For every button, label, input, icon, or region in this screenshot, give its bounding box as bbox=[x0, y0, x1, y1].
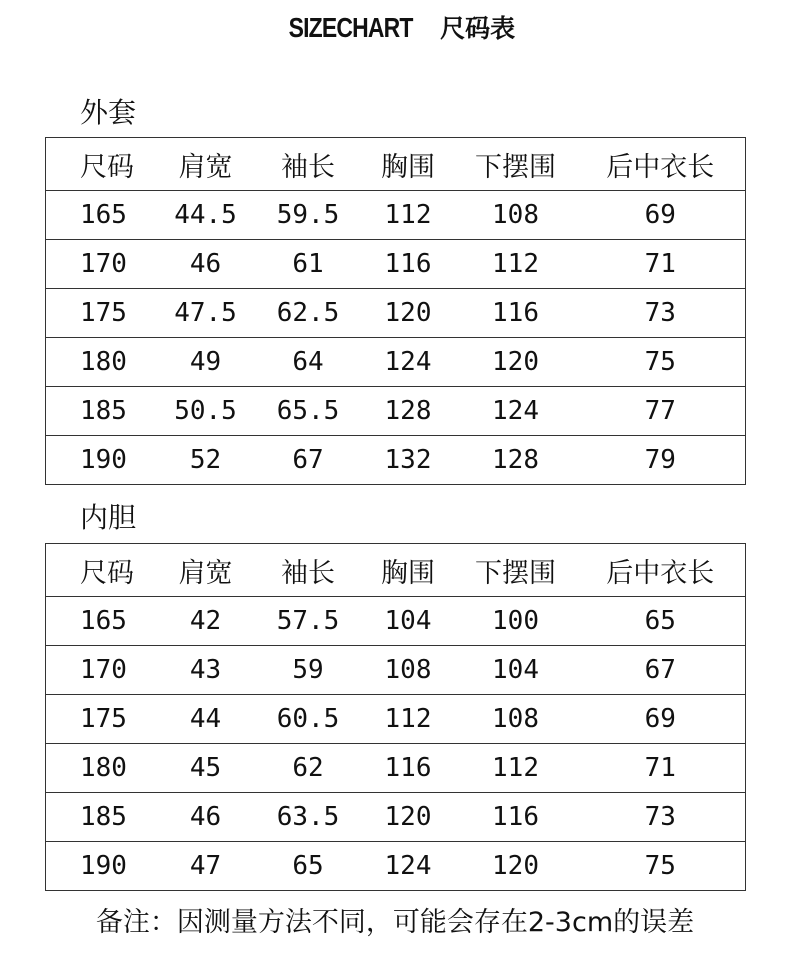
table-cell: 108 bbox=[456, 695, 576, 744]
table-row bbox=[46, 191, 746, 240]
table-cell: 185 bbox=[46, 387, 156, 436]
table-cell: 120 bbox=[492, 851, 539, 881]
table-row bbox=[46, 338, 746, 387]
table-cell: 108 bbox=[456, 191, 576, 240]
table-cell: 170 bbox=[46, 646, 156, 695]
table-cell: 165 bbox=[46, 191, 156, 240]
table-cell: 120 bbox=[361, 793, 456, 842]
table-cell: 104 bbox=[361, 597, 456, 646]
table-cell: 124 bbox=[361, 338, 456, 387]
table-cell: 128 bbox=[361, 387, 456, 436]
table-cell: 62.5 bbox=[256, 289, 361, 338]
table-cell: 42 bbox=[156, 597, 256, 646]
table-cell: 73 bbox=[576, 289, 746, 338]
table-row bbox=[46, 289, 746, 338]
table-cell: 47 bbox=[189, 851, 222, 881]
inner-section-title: 内胆 bbox=[80, 501, 137, 534]
column-header: 下摆围 bbox=[456, 138, 576, 191]
table-cell: 65 bbox=[292, 851, 324, 881]
column-header: 胸围 bbox=[361, 544, 456, 597]
table-header-row bbox=[46, 138, 746, 191]
table-cell: 170 bbox=[46, 240, 156, 289]
table-row bbox=[46, 597, 746, 646]
table-cell: 60.5 bbox=[256, 695, 361, 744]
inner-size-table bbox=[45, 543, 746, 891]
table-cell: 71 bbox=[576, 240, 746, 289]
measurement-note: 备注：因测量方法不同，可能会存在2-3cm的误差 bbox=[95, 907, 695, 938]
table-cell: 67 bbox=[292, 445, 324, 475]
table-cell: 128 bbox=[492, 445, 539, 475]
table-cell: 124 bbox=[456, 387, 576, 436]
table-row bbox=[46, 387, 746, 436]
table-cell: 47.5 bbox=[156, 289, 256, 338]
column-header: 后中衣长 bbox=[576, 544, 746, 597]
column-header: 袖长 bbox=[256, 138, 361, 191]
table-cell: 190 bbox=[80, 445, 127, 475]
table-cell: 46 bbox=[156, 240, 256, 289]
table-cell: 69 bbox=[576, 695, 746, 744]
table-row bbox=[46, 793, 746, 842]
column-header: 尺码 bbox=[46, 138, 156, 191]
table-cell: 43 bbox=[156, 646, 256, 695]
outer-section-title: 外套 bbox=[80, 96, 137, 129]
table-cell: 67 bbox=[576, 646, 746, 695]
table-row bbox=[46, 744, 746, 793]
table-cell: 116 bbox=[361, 240, 456, 289]
table-cell: 77 bbox=[576, 387, 746, 436]
table-cell: 44.5 bbox=[156, 191, 256, 240]
table-cell: 45 bbox=[156, 744, 256, 793]
table-cell: 112 bbox=[361, 191, 456, 240]
column-header: 肩宽 bbox=[156, 138, 256, 191]
table-cell: 50.5 bbox=[156, 387, 256, 436]
table-row bbox=[46, 646, 746, 695]
table-cell: 175 bbox=[46, 289, 156, 338]
table-cell: 185 bbox=[46, 793, 156, 842]
table-cell: 63.5 bbox=[256, 793, 361, 842]
table-cell: 46 bbox=[156, 793, 256, 842]
table-cell: 49 bbox=[156, 338, 256, 387]
table-cell: 73 bbox=[576, 793, 746, 842]
table-cell: 112 bbox=[456, 240, 576, 289]
table-cell: 61 bbox=[256, 240, 361, 289]
table-cell: 116 bbox=[456, 793, 576, 842]
column-header: 尺码 bbox=[46, 544, 156, 597]
table-cell: 71 bbox=[576, 744, 746, 793]
table-cell: 180 bbox=[46, 338, 156, 387]
table-cell: 65 bbox=[576, 597, 746, 646]
table-cell: 165 bbox=[46, 597, 156, 646]
table-cell: 124 bbox=[384, 851, 432, 881]
table-cell: 180 bbox=[46, 744, 156, 793]
table-cell: 175 bbox=[46, 695, 156, 744]
column-header: 胸围 bbox=[361, 138, 456, 191]
table-cell: 75 bbox=[644, 851, 676, 881]
table-row bbox=[46, 436, 746, 485]
table-cell: 120 bbox=[361, 289, 456, 338]
table-cell: 59 bbox=[256, 646, 361, 695]
table-cell: 57.5 bbox=[256, 597, 361, 646]
table-cell: 100 bbox=[456, 597, 576, 646]
table-cell: 44 bbox=[156, 695, 256, 744]
title-en: SIZECHART bbox=[288, 12, 413, 43]
column-header: 肩宽 bbox=[156, 544, 256, 597]
title-cn: 尺码表 bbox=[440, 14, 516, 43]
table-cell: 190 bbox=[80, 851, 127, 881]
table-cell: 64 bbox=[256, 338, 361, 387]
table-cell: 132 bbox=[384, 445, 432, 475]
table-cell: 62 bbox=[256, 744, 361, 793]
column-header: 后中衣长 bbox=[576, 138, 746, 191]
table-row bbox=[46, 240, 746, 289]
table-cell: 104 bbox=[456, 646, 576, 695]
table-row bbox=[46, 695, 746, 744]
table-header-row bbox=[46, 544, 746, 597]
table-cell: 116 bbox=[456, 289, 576, 338]
table-cell: 65.5 bbox=[256, 387, 361, 436]
table-cell: 79 bbox=[644, 445, 676, 475]
table-cell: 75 bbox=[576, 338, 746, 387]
table-cell: 108 bbox=[361, 646, 456, 695]
outer-size-table bbox=[45, 137, 746, 485]
table-cell: 112 bbox=[361, 695, 456, 744]
table-cell: 120 bbox=[456, 338, 576, 387]
page-title bbox=[0, 8, 790, 49]
table-cell: 69 bbox=[576, 191, 746, 240]
table-cell: 59.5 bbox=[256, 191, 361, 240]
column-header: 下摆围 bbox=[456, 544, 576, 597]
column-header: 袖长 bbox=[256, 544, 361, 597]
table-row bbox=[46, 842, 746, 891]
table-cell: 112 bbox=[456, 744, 576, 793]
table-cell: 52 bbox=[189, 445, 222, 475]
table-cell: 116 bbox=[361, 744, 456, 793]
